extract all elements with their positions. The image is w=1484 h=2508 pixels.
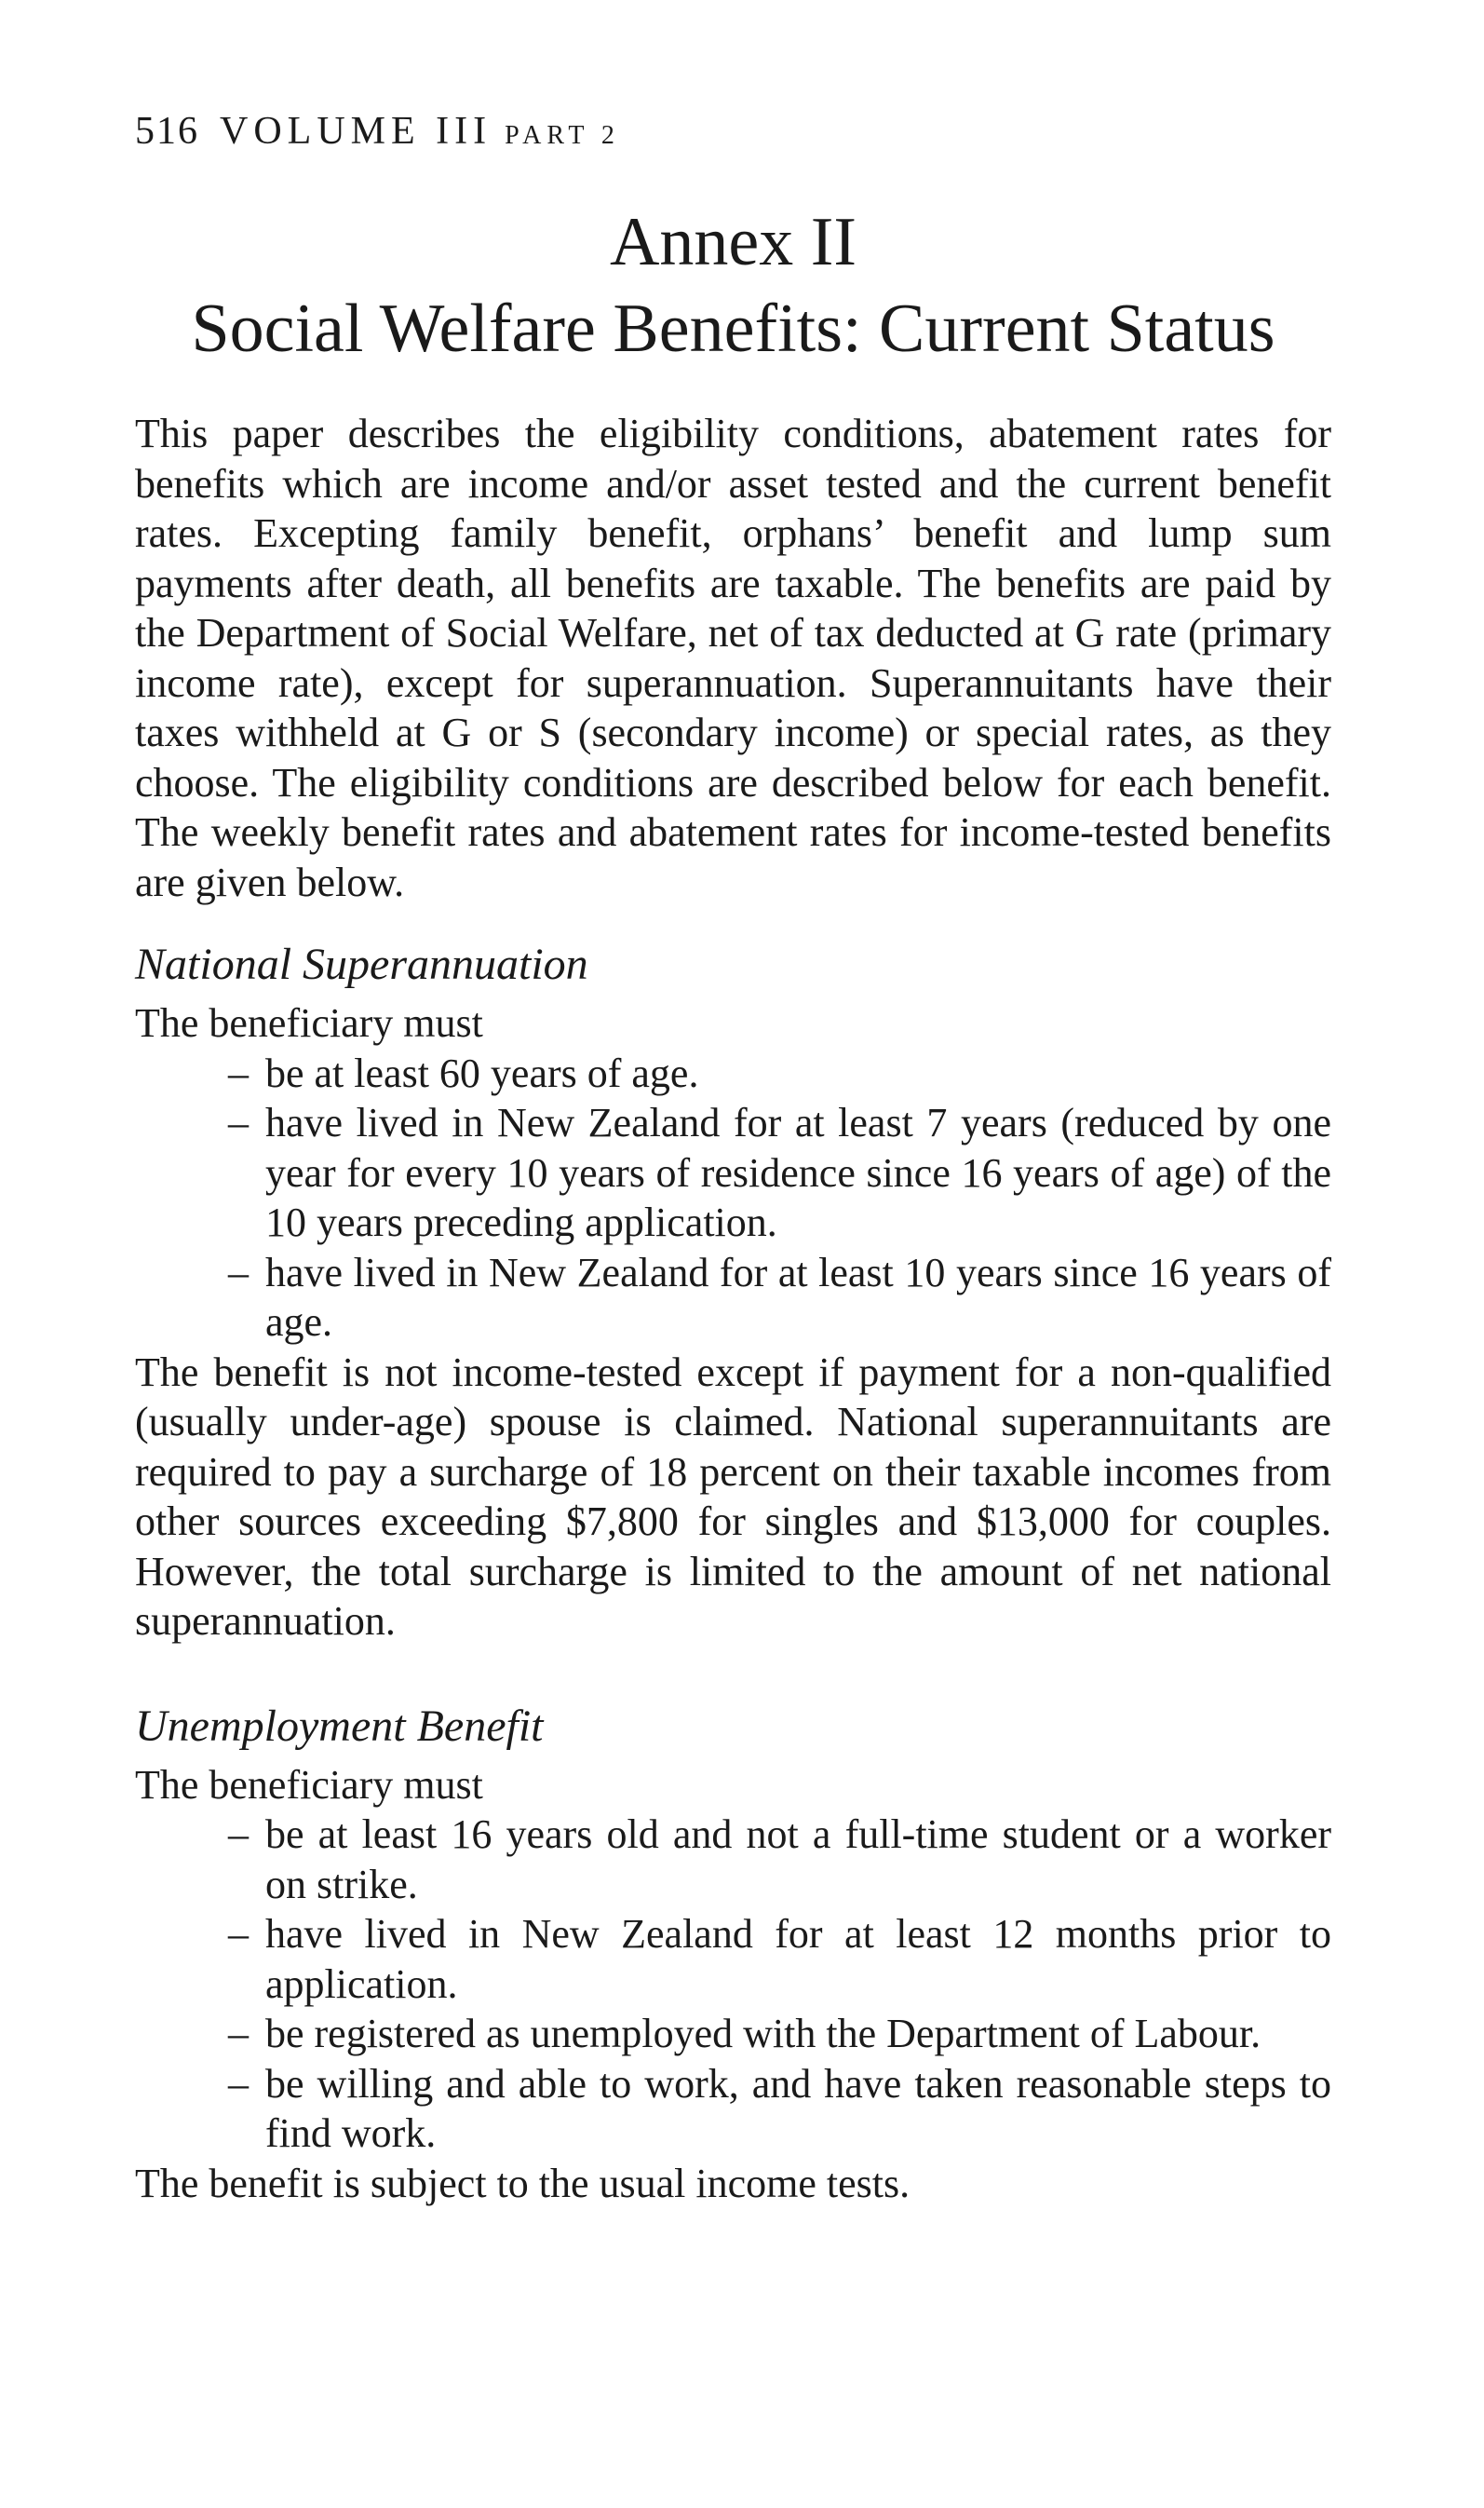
- dash-marker: –: [228, 1911, 249, 1957]
- list-item: [228, 1909, 1331, 2009]
- list-item: [228, 1098, 1331, 1248]
- list-item-text: have lived in New Zealand for at least 7 years (reduced by one year for every 10 years of residence since 16 years of age) of the 10 years preceding application.: [265, 1100, 1331, 1245]
- dash-marker: –: [228, 1050, 249, 1096]
- section-closing-paragraph: The benefit is subject to the usual income tests.: [135, 2160, 911, 2206]
- section-closing-paragraph: The benefit is not income-tested except if payment for a non-qualified (usually under-age) spouse is claimed. National superannuitants are required to pay a surcharge of 18 percent on their taxable incomes from other sources exceeding $7,800 for singles and $13,000 for couples. However, the total surcharge is limited to the amount of net national superannuation.: [135, 1349, 1331, 1644]
- annex-title: Annex II: [609, 204, 857, 280]
- annex-subtitle: Social Welfare Benefits: Current Status: [191, 290, 1275, 367]
- list-item-text: be willing and able to work, and have taken reasonable steps to find work.: [265, 2060, 1331, 2156]
- intro-paragraph: This paper describes the eligibility conditions, abatement rates for benefits which are income and/or asset tested and the current benefit rates. Excepting family benefit, orphans’ benefit and lump sum payments after death, all benefits are taxable. The benefits are paid by the Department of Social Welfare, net of tax deducted at G rate (primary income rate), except for superannuation. Superannuitants have their taxes withheld at G or S (secondary income) or special rates, as they choose. The eligibility conditions are described below for each benefit. The weekly benefit rates and abatement rates for income-tested benefits are given below.: [135, 411, 1331, 905]
- list-item: [228, 1049, 1331, 1099]
- dash-marker: –: [228, 1811, 249, 1857]
- dash-marker: –: [228, 2060, 249, 2107]
- list-item-text: be registered as unemployed with the Department of Labour.: [265, 2011, 1261, 2056]
- volume-label: VOLUME III: [220, 110, 492, 153]
- list-item: [228, 2009, 1331, 2059]
- dash-marker: –: [228, 2011, 249, 2056]
- section-heading-national-superannuation: National Superannuation: [135, 940, 588, 989]
- list-item: [228, 2059, 1331, 2159]
- running-head: [135, 112, 1331, 151]
- list-item: [228, 1248, 1331, 1348]
- list-item: [228, 1810, 1331, 1909]
- requirements-list: [135, 1049, 1331, 1348]
- list-item-text: have lived in New Zealand for at least 12 months prior to application.: [265, 1911, 1331, 2007]
- list-item-text: be at least 60 years of age.: [265, 1050, 699, 1096]
- section-lead: The beneficiary must: [135, 1761, 483, 1808]
- page-number: 516: [135, 110, 199, 153]
- dash-marker: –: [228, 1100, 249, 1146]
- document-page: [135, 112, 1331, 2208]
- list-item-text: be at least 16 years old and not a full-time student or a worker on strike.: [265, 1811, 1331, 1907]
- dash-marker: –: [228, 1249, 249, 1295]
- section-lead: The beneficiary must: [135, 1000, 483, 1046]
- requirements-list: [135, 1810, 1331, 2159]
- list-item-text: have lived in New Zealand for at least 10 years since 16 years of age.: [265, 1249, 1331, 1345]
- part-label: PART 2: [505, 121, 620, 150]
- section-heading-unemployment-benefit: Unemployment Benefit: [135, 1701, 544, 1751]
